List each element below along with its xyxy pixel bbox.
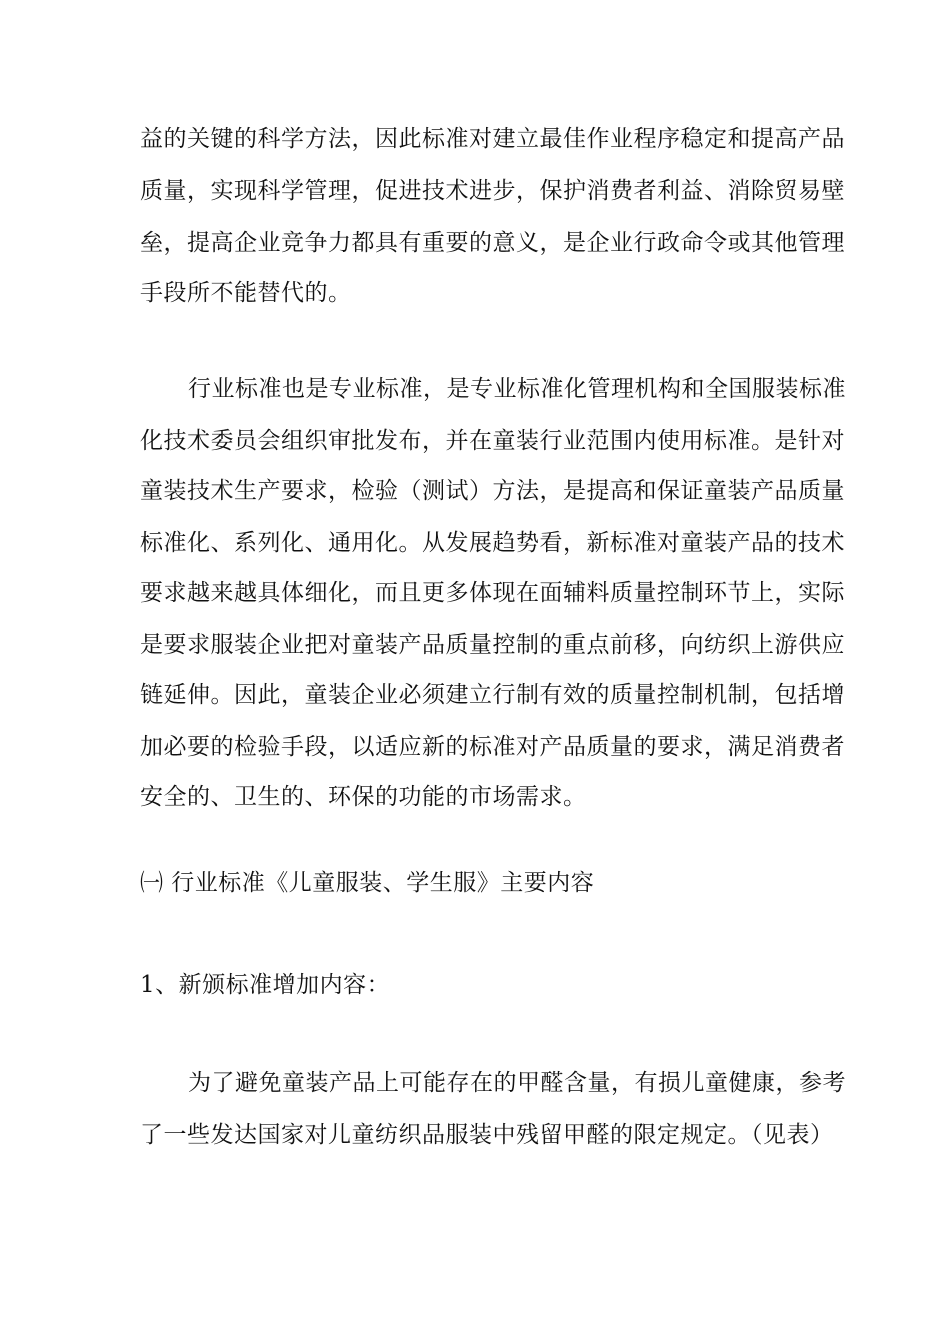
text-line: 要求越来越具体细化，而且更多体现在面辅料质量控制环节上，实际 (140, 580, 845, 606)
text-line: 化技术委员会组织审批发布，并在童装行业范围内使用标准。是针对 (140, 428, 845, 454)
text-line: 益的关键的科学方法，因此标准对建立最佳作业程序稳定和提高产品 (140, 126, 845, 152)
text-line: 了一些发达国家对儿童纺织品服装中残留甲醛的限定规定。（见表） (140, 1122, 834, 1148)
text-line: 加必要的检验手段，以适应新的标准对产品质量的要求，满足消费者 (140, 734, 845, 760)
text-line: 童装技术生产要求，检验（测试）方法，是提高和保证童装产品质量 (140, 478, 845, 504)
text-line: 垒，提高企业竞争力都具有重要的意义，是企业行政命令或其他管理 (140, 230, 845, 256)
section-heading: ㈠ 行业标准《儿童服装、学生服》主要内容 (140, 870, 595, 896)
text-line: 为了避免童装产品上可能存在的甲醛含量，有损儿童健康，参考 (188, 1070, 846, 1096)
text-line: 质量，实现科学管理，促进技术进步，保护消费者利益、消除贸易壁 (140, 178, 845, 204)
text-line: 是要求服装企业把对童装产品质量控制的重点前移，向纺织上游供应 (140, 632, 845, 658)
text-line: 手段所不能替代的。 (140, 280, 352, 306)
text-line: 安全的、卫生的、环保的功能的市场需求。 (140, 784, 587, 810)
text-line: 标准化、系列化、通用化。从发展趋势看，新标准对童装产品的技术 (140, 530, 845, 556)
subheading: 1、新颁标准增加内容： (140, 972, 391, 998)
text-line: 链延伸。因此，童装企业必须建立行制有效的质量控制机制，包括增 (140, 682, 845, 708)
text-line: 行业标准也是专业标准，是专业标准化管理机构和全国服装标准 (188, 376, 846, 402)
